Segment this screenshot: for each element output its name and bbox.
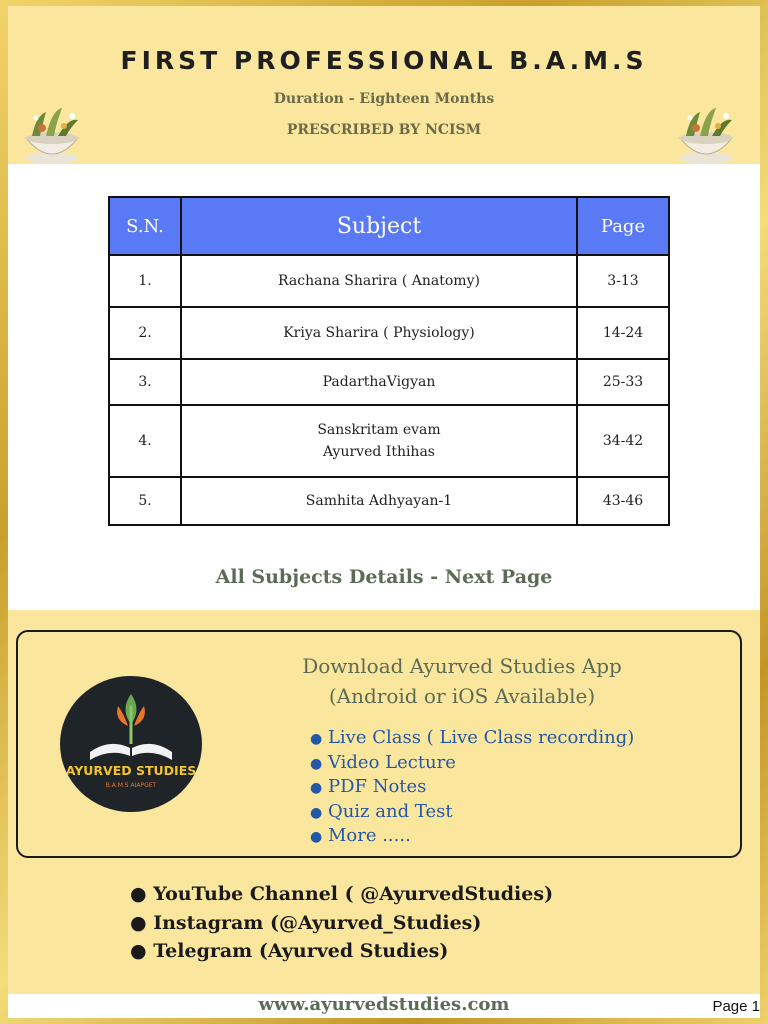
- header-subject: Subject: [181, 197, 577, 255]
- website-link[interactable]: www.ayurvedstudies.com: [258, 994, 510, 1015]
- app-platform-note: (Android or iOS Available): [328, 684, 596, 708]
- app-promo-box: [16, 630, 742, 858]
- cell-page: 25-33: [577, 359, 669, 405]
- list-item: [310, 751, 634, 776]
- bullet-icon: ●: [310, 731, 323, 747]
- page-header: [8, 6, 760, 164]
- page-footer: [8, 994, 760, 1018]
- social-label: YouTube Channel ( @AyurvedStudies): [153, 883, 554, 905]
- cell-subject: Kriya Sharira ( Physiology): [181, 307, 577, 359]
- header-page: Page: [577, 197, 669, 255]
- social-label: Instagram (@Ayurved_Studies): [153, 911, 482, 934]
- duration-text: Duration - Eighteen Months: [273, 91, 495, 107]
- social-links-list: [130, 880, 553, 966]
- cell-sn: 3.: [109, 359, 181, 405]
- ayurved-studies-logo: [60, 676, 202, 812]
- table-row: [109, 255, 669, 307]
- cell-page: 3-13: [577, 255, 669, 307]
- document-page: [8, 6, 760, 1018]
- social-item-telegram[interactable]: [130, 937, 553, 966]
- cell-subject: PadarthaVigyan: [181, 359, 577, 405]
- logo-tagline: B.A.M.S AIAPGET: [105, 782, 157, 789]
- page-number: Page 1: [712, 998, 760, 1015]
- logo-name: AYURVED STUDIES: [65, 763, 197, 778]
- list-item: [310, 775, 634, 800]
- syllabus-section: [8, 164, 760, 610]
- cell-sn: 2.: [109, 307, 181, 359]
- header-sn: S.N.: [109, 197, 181, 255]
- bullet-icon: ●: [310, 804, 323, 821]
- feature-label: Video Lecture: [327, 751, 456, 773]
- feature-label: PDF Notes: [327, 776, 427, 797]
- feature-label: Live Class ( Live Class recording): [327, 727, 635, 748]
- table-header-row: [109, 197, 669, 255]
- table-row: [109, 405, 669, 477]
- cell-subject: [181, 405, 577, 477]
- cell-subject: Rachana Sharira ( Anatomy): [181, 255, 577, 307]
- page-title: FIRST PROFESSIONAL B.A.M.S: [120, 46, 648, 75]
- subject-line: Ayurved Ithihas: [323, 444, 435, 460]
- list-item: [310, 800, 634, 825]
- social-item-youtube[interactable]: [130, 880, 553, 909]
- cell-subject: Samhita Adhyayan-1: [181, 477, 577, 525]
- app-download-title: Download Ayurved Studies App: [302, 654, 622, 678]
- bullet-icon: ●: [130, 883, 147, 905]
- cell-page: 43-46: [577, 477, 669, 525]
- feature-label: Quiz and Test: [327, 800, 453, 822]
- table-row: [109, 359, 669, 405]
- feature-label: More .....: [327, 825, 411, 846]
- bullet-icon: ●: [130, 940, 147, 962]
- list-item: [310, 824, 634, 849]
- bullet-icon: ●: [310, 829, 323, 845]
- subject-line: Sanskritam evam: [317, 422, 441, 438]
- cell-sn: 5.: [109, 477, 181, 525]
- cell-page: 34-42: [577, 405, 669, 477]
- list-item: [310, 726, 634, 751]
- cell-sn: 1.: [109, 255, 181, 307]
- bullet-icon: ●: [310, 780, 323, 796]
- bullet-icon: ●: [310, 755, 323, 772]
- next-page-note: All Subjects Details - Next Page: [215, 566, 553, 588]
- app-feature-list: [310, 726, 634, 849]
- table-row: [109, 477, 669, 525]
- cell-sn: 4.: [109, 405, 181, 477]
- bullet-icon: ●: [130, 911, 147, 934]
- table-row: [109, 307, 669, 359]
- social-label: Telegram (Ayurved Studies): [153, 940, 449, 962]
- subjects-table: [108, 196, 670, 526]
- social-item-instagram[interactable]: [130, 909, 553, 938]
- cell-page: 14-24: [577, 307, 669, 359]
- prescribed-text: PRESCRIBED BY NCISM: [286, 122, 482, 138]
